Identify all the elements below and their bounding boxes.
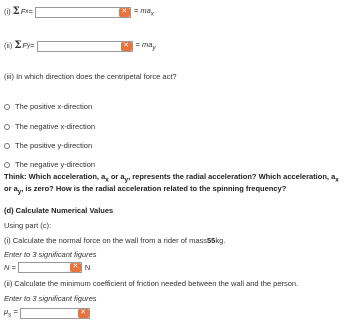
option-label: The negative x-direction xyxy=(15,122,96,131)
fy-symbol: F xyxy=(22,41,27,51)
x-mark-icon: ✕ xyxy=(70,263,81,272)
x-mark-icon: ✕ xyxy=(119,8,130,17)
option-label: The negative y-direction xyxy=(15,160,96,169)
sig-figs-hint-2: Enter to 3 significant figures xyxy=(4,294,97,303)
friction-coefficient-row xyxy=(4,307,93,319)
fx-equals: = xyxy=(28,7,33,17)
sum-fx-label: (i) xyxy=(4,7,11,17)
radio-button[interactable] xyxy=(4,162,10,168)
sum-fx-input[interactable] xyxy=(35,7,131,18)
radio-button[interactable] xyxy=(4,143,10,149)
using-part-c: Using part (c): xyxy=(4,221,52,230)
n-unit: N xyxy=(84,262,91,272)
n-label: N = xyxy=(4,262,16,272)
sigma-symbol: Σ xyxy=(14,40,22,52)
radio-button[interactable] xyxy=(4,124,10,130)
x-mark-icon: ✕ xyxy=(121,42,132,51)
sum-fx-row xyxy=(4,6,154,18)
fx-symbol: F xyxy=(20,7,26,17)
option-label: The positive y-direction xyxy=(15,141,93,150)
question-iii: (iii) In which direction does the centripetal force act? xyxy=(4,72,177,81)
fy-subscript: y xyxy=(27,42,31,50)
normal-force-row xyxy=(4,262,90,273)
think-hint: Think: Which acceleration, $a_x$ or $a_y$, represents the radial acceleration? Which acceleration, $a_x$ or $a_y$, is zero? How is the radial acceleration related to the spinning frequency? xyxy=(4,172,339,196)
mu-label: $\mu_s$ = xyxy=(4,307,18,319)
question-d-i: (i) Calculate the normal force on the wall from a rider of mass 55 kg. xyxy=(4,236,226,245)
option-label: The positive x-direction xyxy=(15,102,93,111)
sigma-symbol: Σ xyxy=(12,6,20,18)
fy-rhs: = $ma_y$ xyxy=(135,40,156,52)
x-mark-icon: ✕ xyxy=(78,309,89,318)
sum-fy-input[interactable] xyxy=(37,41,133,52)
part-d-heading: (d) Calculate Numerical Values xyxy=(4,206,114,215)
fx-subscript: x xyxy=(25,8,29,16)
fx-rhs: = $ma_x$ xyxy=(133,6,154,18)
sum-fy-label: (ii) xyxy=(4,41,13,51)
fy-equals: = xyxy=(30,41,35,51)
option-negative-y[interactable] xyxy=(4,160,95,169)
sum-fy-row xyxy=(4,40,156,52)
option-positive-x[interactable] xyxy=(4,102,92,111)
option-positive-y[interactable] xyxy=(4,141,92,150)
option-negative-x[interactable] xyxy=(4,122,95,131)
sig-figs-hint-1: Enter to 3 significant figures xyxy=(4,250,97,259)
radio-button[interactable] xyxy=(4,104,10,110)
question-d-ii: (ii) Calculate the minimum coefficient of friction needed between the wall and the person. xyxy=(4,279,299,288)
